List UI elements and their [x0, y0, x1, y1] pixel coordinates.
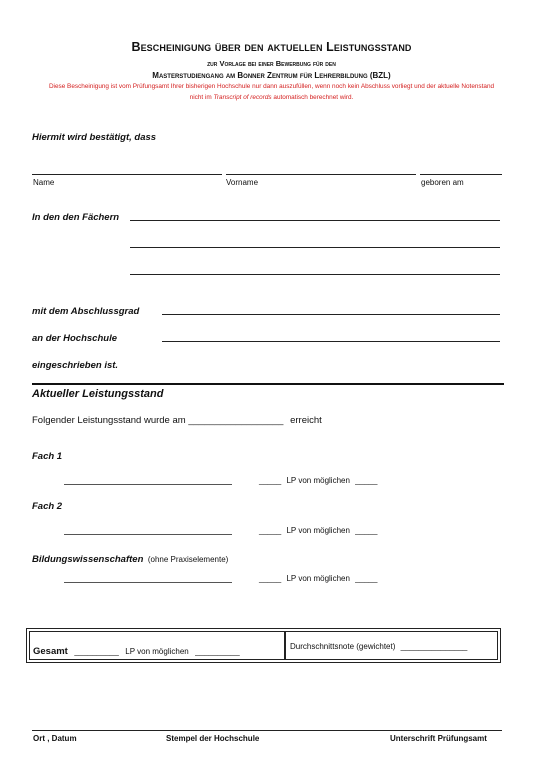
- subjects-label: In den den Fächern: [32, 212, 120, 223]
- bildungswissenschaften-row-label: [32, 549, 228, 567]
- fach2-lp-row: [259, 526, 377, 535]
- status-heading: Aktueller Leistungsstand: [32, 388, 164, 400]
- stempel-label: Stempel der Hochschule: [166, 734, 260, 743]
- subjects-field-line-3[interactable]: [130, 274, 500, 275]
- status-sentence: [32, 415, 322, 426]
- document-title: Bescheinigung über den aktuellen Leistungsstand: [131, 40, 412, 54]
- abschluss-field-line[interactable]: [162, 314, 500, 315]
- bildungswissenschaften-lp-row: [259, 574, 377, 583]
- subjects-field-line-1[interactable]: [130, 220, 500, 221]
- instruction-note-italic: Transcript of records: [213, 94, 272, 101]
- ort-datum-label: Ort , Datum: [33, 734, 77, 743]
- name-field-line[interactable]: [32, 174, 222, 175]
- fach2-label: Fach 2: [32, 501, 63, 512]
- fach2-lp-blank[interactable]: _____: [259, 526, 282, 535]
- fach2-lp-text: LP von möglichen: [286, 526, 350, 535]
- geboren-label: geboren am: [421, 178, 464, 187]
- fach1-lp-row: [259, 476, 377, 485]
- eingeschrieben-label: eingeschrieben ist.: [32, 360, 119, 371]
- vorname-label: Vorname: [226, 178, 259, 187]
- fach1-lp-max-blank[interactable]: _____: [355, 476, 378, 485]
- bildungswissenschaften-lp-blank[interactable]: _____: [259, 574, 282, 583]
- gesamt-lp-blank[interactable]: __________: [74, 647, 119, 656]
- gesamt-lp-text: LP von möglichen: [125, 647, 189, 656]
- durchschnitt-row: [290, 642, 467, 651]
- gesamt-label: Gesamt: [33, 646, 68, 657]
- confirm-heading: Hiermit wird bestätigt, dass: [32, 132, 157, 143]
- gesamt-row: [33, 641, 240, 659]
- document-subtitle-purpose: zur Vorlage bei einer Bewerbung für den: [207, 59, 336, 68]
- section-divider: [32, 383, 504, 385]
- instruction-note-part2: nicht im: [189, 94, 212, 101]
- durchschnitt-blank[interactable]: _______________: [400, 642, 468, 651]
- hochschule-field-line[interactable]: [162, 341, 500, 342]
- fach1-lp-blank[interactable]: _____: [259, 476, 282, 485]
- instruction-note-line1: Diese Bescheinigung ist vom Prüfungsamt Ihrer bisherigen Hochschule nur dann auszufüllen, wenn noch kein Abschluss vorliegt und der aktuelle Notenstand: [48, 83, 495, 90]
- durchschnitt-label: Durchschnittsnote (gewichtet): [290, 642, 396, 651]
- instruction-note: [30, 81, 513, 103]
- abschluss-label: mit dem Abschlussgrad: [32, 306, 140, 317]
- fach2-field-line[interactable]: [64, 534, 232, 535]
- bildungswissenschaften-extra: (ohne Praxiselemente): [147, 555, 229, 564]
- subjects-field-line-2[interactable]: [130, 247, 500, 248]
- fach1-field-line[interactable]: [64, 484, 232, 485]
- document-subtitle-program: Masterstudiengang am Bonner Zentrum für Lehrerbildung (BZL): [152, 71, 391, 80]
- gesamt-lp-max-blank[interactable]: __________: [195, 647, 240, 656]
- fach2-lp-max-blank[interactable]: _____: [355, 526, 378, 535]
- status-sentence-end: erreicht: [290, 415, 322, 426]
- unterschrift-label: Unterschrift Prüfungsamt: [390, 734, 487, 743]
- bildungswissenschaften-field-line[interactable]: [64, 582, 232, 583]
- bildungswissenschaften-label: Bildungswissenschaften: [32, 554, 144, 565]
- instruction-note-part3: automatisch berechnet wird.: [273, 94, 354, 101]
- bildungswissenschaften-lp-text: LP von möglichen: [286, 574, 350, 583]
- signature-line[interactable]: [32, 730, 502, 731]
- status-date-blank[interactable]: __________________: [188, 415, 284, 426]
- geboren-field-line[interactable]: [420, 174, 502, 175]
- vorname-field-line[interactable]: [226, 174, 416, 175]
- name-label: Name: [33, 178, 55, 187]
- status-sentence-start: Folgender Leistungsstand wurde am: [32, 415, 186, 426]
- hochschule-label: an der Hochschule: [32, 333, 117, 344]
- fach1-label: Fach 1: [32, 451, 63, 462]
- fach1-lp-text: LP von möglichen: [286, 476, 350, 485]
- bildungswissenschaften-lp-max-blank[interactable]: _____: [355, 574, 378, 583]
